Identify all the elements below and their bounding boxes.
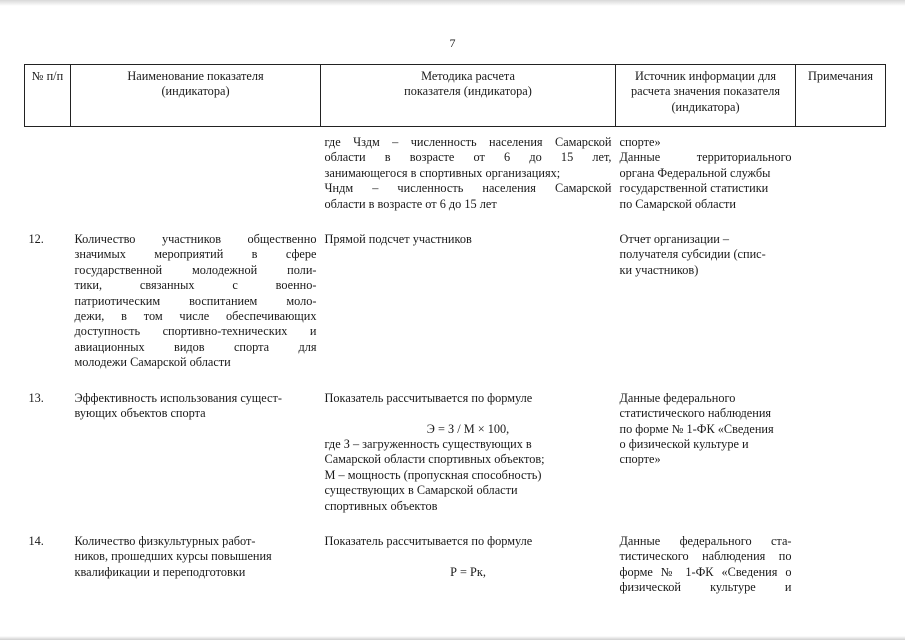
- formula: Р = Рк,: [450, 564, 486, 579]
- source-cell: Данные федерального ста- тистического наблюдения по форме № 1-ФК «Сведения о физической культуре и: [619, 533, 792, 595]
- page-edge-top: [0, 0, 905, 6]
- source-cell: Данные федерального статистического наблюдения по форме № 1-ФК «Сведения о физической культуре и спорте»: [619, 390, 774, 467]
- method-cell: Показатель рассчитывается по формуле Р = Рк,: [321, 534, 616, 596]
- row-number: 13.: [28, 390, 44, 405]
- page-number: 7: [449, 36, 456, 50]
- row-number: 12.: [28, 232, 44, 247]
- indicators-table: [24, 64, 886, 596]
- formula: Э = З / М × 100,: [426, 421, 510, 436]
- table-row-13: [25, 391, 886, 514]
- indicator-name-cell: Количество участников общественно значимых мероприятий в сфере государственной молодежной поли- тики, связанных с военно- патриотическим воспитанием моло- дежи, в том числе обеспечивающих доступность спортивно-технических и авиационных видов спорта для молодежи Самарской области: [74, 232, 317, 370]
- table-row-continuation: [25, 127, 886, 213]
- indicator-name-cell: Эффективность использования сущест- вующих объектов спорта: [74, 390, 282, 421]
- source-cell: Отчет организации – получателя субсидии (спис- ки участников): [619, 232, 766, 277]
- header-source: Источник информации для расчета значения показателя (индикатора): [616, 65, 796, 127]
- method-cell: где Чздм – численность населения Самарской области в возрасте от 6 до 15 лет, занимающегося в спортивных организациях; Чндм – численность населения Самарской области в возрасте от 6 до 15 лет: [324, 135, 612, 211]
- source-cell: спорте» Данные территориального органа Федеральной службы государственной статистики по Самарской области: [619, 135, 792, 211]
- row-number: 14.: [28, 533, 44, 548]
- header-method: Методика расчета показателя (индикатора): [321, 65, 616, 127]
- table-row-14: [25, 534, 886, 596]
- page-edge-bottom: [0, 636, 905, 640]
- table-row-12: [25, 232, 886, 371]
- table-header-row: [25, 65, 886, 127]
- header-name: Наименование показателя (индикатора): [71, 65, 321, 127]
- method-cell: Показатель рассчитывается по формуле Э = З / М × 100, где З – загруженность существующих в Самарской области спортивных объектов; М – мощность (пропускная способность) существующих в Самарской области спортивных объектов: [321, 391, 616, 514]
- indicator-name-cell: Количество физкультурных работ- ников, прошедших курсы повышения квалификации и переподготовки: [74, 533, 272, 579]
- method-cell: Прямой подсчет участников: [324, 232, 472, 247]
- header-num: № п/п: [25, 65, 71, 127]
- header-notes: Примечания: [796, 65, 886, 127]
